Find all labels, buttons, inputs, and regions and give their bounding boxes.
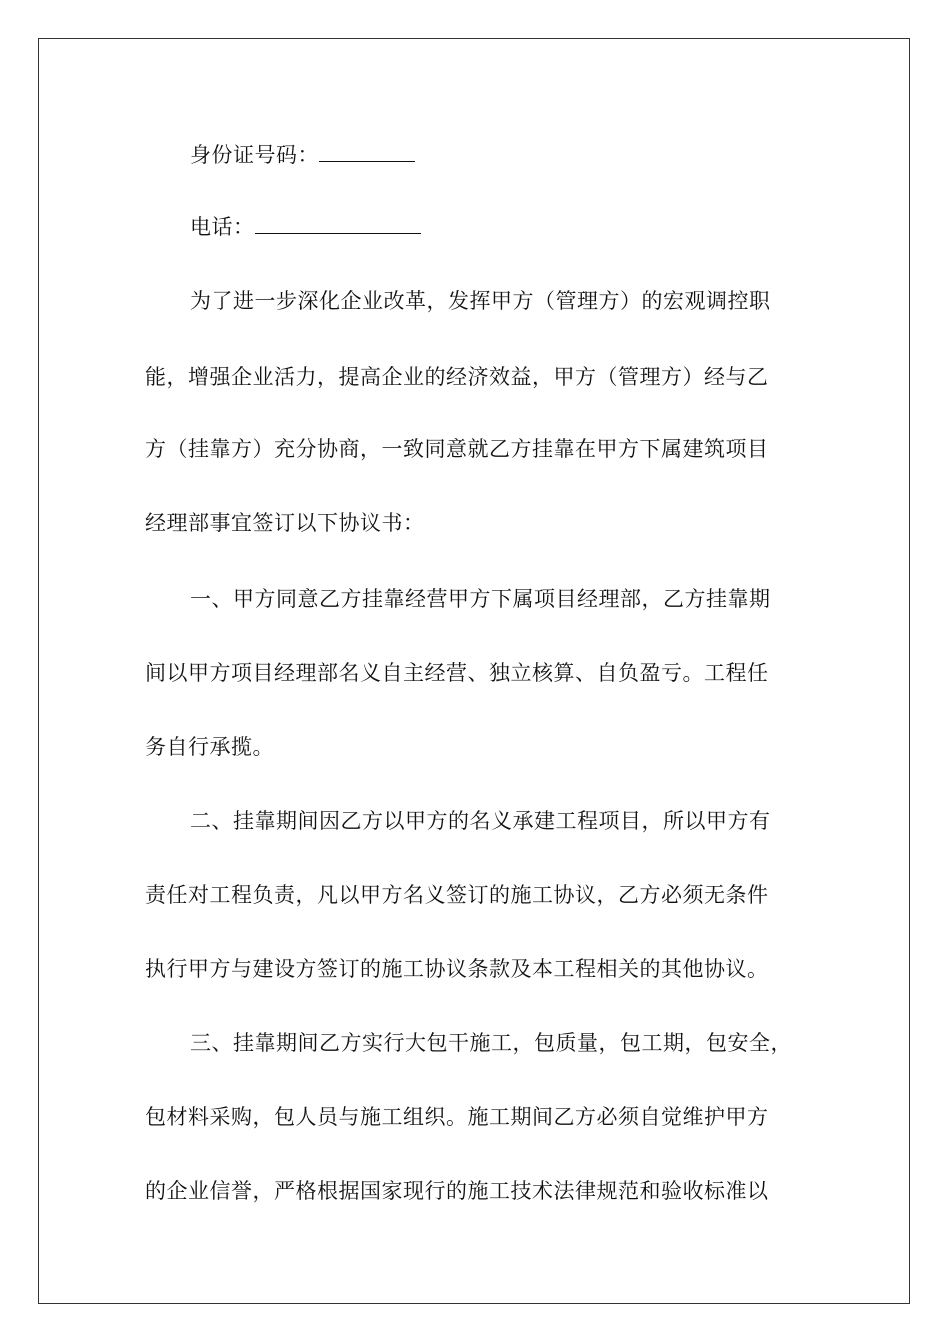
clause-three-line: 的企业信誉，严格根据国家现行的施工技术法律规范和验收标准以 (145, 1179, 769, 1203)
id-number-field (190, 140, 805, 170)
clause-one-line: 间以甲方项目经理部名义自主经营、独立核算、自负盈亏。工程任 (145, 661, 769, 685)
phone-field (190, 212, 805, 242)
phone-blank (255, 213, 421, 234)
clause-two-line: 责任对工程负责，凡以甲方名义签订的施工协议，乙方必须无条件 (145, 883, 769, 907)
clause-one-line: 一、甲方同意乙方挂靠经营甲方下属项目经理部，乙方挂靠期 (190, 587, 771, 611)
paragraph-intro-line: 方（挂靠方）充分协商，一致同意就乙方挂靠在甲方下属建筑项目 (145, 437, 769, 461)
phone-label: 电话： (190, 215, 255, 239)
clause-two-line: 二、挂靠期间因乙方以甲方的名义承建工程项目，所以甲方有 (190, 809, 771, 833)
clause-three-line: 包材料采购，包人员与施工组织。施工期间乙方必须自觉维护甲方 (145, 1105, 769, 1129)
id-number-blank (319, 141, 415, 162)
paragraph-intro-line: 能，增强企业活力，提高企业的经济效益，甲方（管理方）经与乙 (145, 365, 769, 389)
paragraph-intro-line: 为了进一步深化企业改革，发挥甲方（管理方）的宏观调控职 (190, 289, 771, 313)
paragraph-intro-line: 经理部事宜签订以下协议书： (145, 511, 425, 535)
clause-three-line: 三、挂靠期间乙方实行大包干施工，包质量，包工期，包安全， (190, 1031, 792, 1055)
clause-two-line: 执行甲方与建设方签订的施工协议条款及本工程相关的其他协议。 (145, 957, 769, 981)
id-number-label: 身份证号码： (190, 143, 319, 167)
clause-one-line: 务自行承揽。 (145, 735, 274, 759)
